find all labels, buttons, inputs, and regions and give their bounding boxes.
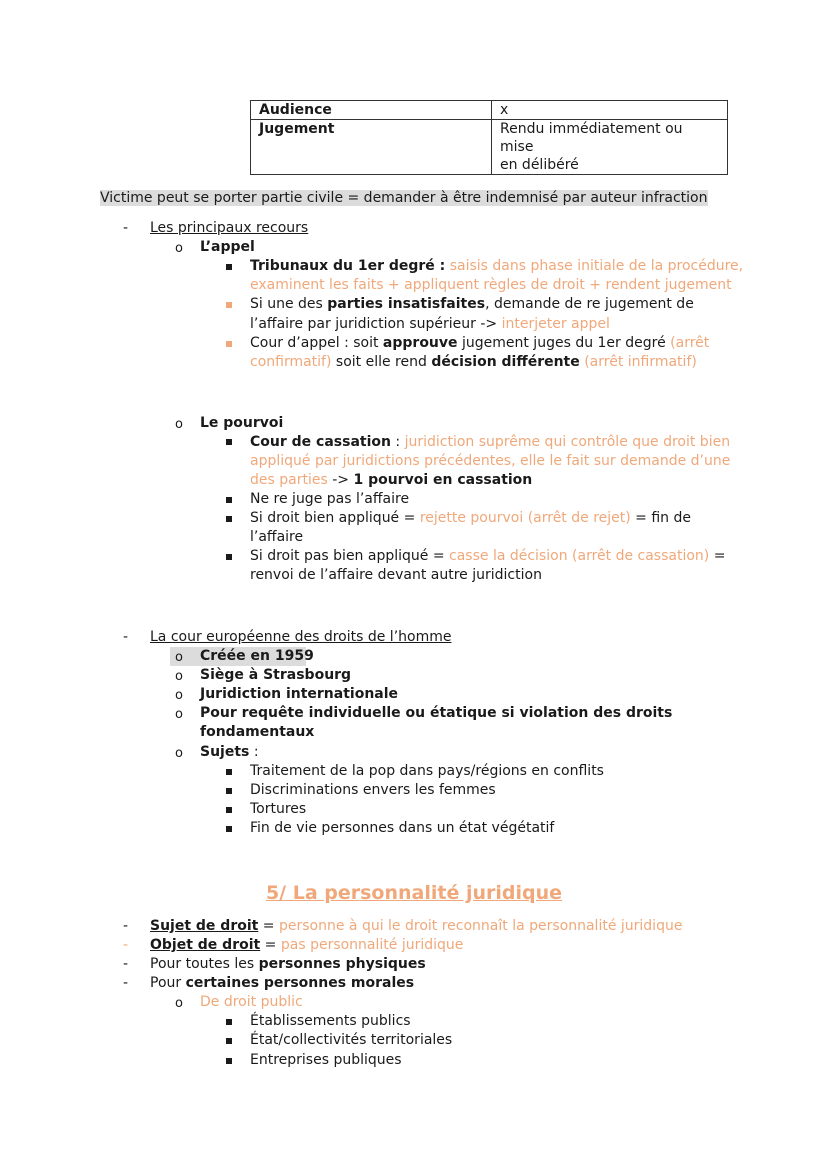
square-bullet (226, 516, 232, 522)
square-bullet (226, 497, 232, 503)
dash-bullet: - (123, 956, 129, 972)
hearing-table (250, 100, 728, 175)
recours-heading: Les principaux recours (150, 220, 309, 236)
pourvoi-item-4: Si droit pas bien appliqué = casse la décision (arrêt de cassation) = (250, 548, 726, 564)
victim-line: Victime peut se porter partie civile = demander à être indemnisé par auteur infraction (100, 190, 708, 206)
circle-bullet: o (175, 669, 183, 684)
pourvoi-item-1-cont: appliqué par juridictions précédentes, elle le fait sur demande d’une (250, 453, 731, 469)
square-bullet (226, 769, 232, 775)
appel-item-1-cont: examinent les faits + appliquent règles de droit + rendent jugement (250, 277, 732, 293)
square-bullet (226, 826, 232, 832)
cedh-item-1: Créée en 1959 (200, 648, 314, 664)
public-entity-item: Entreprises publiques (250, 1052, 402, 1068)
pourvoi-item-1: Cour de cassation : juridiction suprême qui contrôle que droit bien (250, 434, 731, 450)
table-cell-label: Jugement (251, 120, 492, 175)
square-bullet (226, 788, 232, 794)
square-bullet (226, 1038, 232, 1044)
appel-item-1: Tribunaux du 1er degré : saisis dans phase initiale de la procédure, (250, 258, 744, 274)
public-entity-item: Établissements publics (250, 1013, 411, 1029)
circle-bullet: o (175, 996, 183, 1011)
public-entity-item: État/collectivités territoriales (250, 1032, 453, 1048)
personnes-morales-line: Pour certaines personnes morales (150, 975, 415, 991)
sujet-item: Fin de vie personnes dans un état végétatif (250, 820, 555, 836)
cedh-item-4: Pour requête individuelle ou étatique si violation des droits (200, 705, 673, 721)
objet-de-droit-line: Objet de droit = pas personnalité juridique (150, 937, 464, 953)
dash-bullet: - (123, 918, 129, 934)
dash-bullet: - (123, 220, 129, 236)
circle-bullet: o (175, 746, 183, 761)
section-title: 5/ La personnalité juridique (265, 882, 563, 904)
square-bullet (226, 341, 232, 347)
appel-title: L’appel (200, 239, 255, 255)
appel-item-3-cont: confirmatif) soit elle rend décision différente (arrêt infirmatif) (250, 354, 697, 370)
pourvoi-title: Le pourvoi (200, 415, 284, 431)
dash-bullet: - (123, 629, 129, 645)
dash-bullet: - (123, 937, 129, 953)
pourvoi-item-3: Si droit bien appliqué = rejette pourvoi (arrêt de rejet) = fin de (250, 510, 691, 526)
sujet-de-droit-line: Sujet de droit = personne à qui le droit reconnaît la personnalité juridique (150, 918, 683, 934)
sujet-item: Tortures (250, 801, 307, 817)
appel-item-2: Si une des parties insatisfaites, demande de re jugement de (250, 296, 694, 312)
droit-public-label: De droit public (200, 994, 303, 1010)
square-bullet (226, 302, 232, 308)
sujet-item: Discriminations envers les femmes (250, 782, 496, 798)
circle-bullet: o (175, 688, 183, 703)
table-cell-value: x (492, 101, 728, 120)
square-bullet (226, 1019, 232, 1025)
dash-bullet: - (123, 975, 129, 991)
circle-bullet: o (175, 650, 183, 665)
square-bullet (226, 439, 232, 445)
square-bullet (226, 554, 232, 560)
personnes-physiques-line: Pour toutes les personnes physiques (150, 956, 426, 972)
sujet-item: Traitement de la pop dans pays/régions en conflits (250, 763, 604, 779)
square-bullet (226, 807, 232, 813)
table-cell-value: Rendu immédiatement ou mise en délibéré (492, 120, 728, 175)
square-bullet (226, 264, 232, 270)
circle-bullet: o (175, 707, 183, 722)
pourvoi-item-4-cont: renvoi de l’affaire devant autre juridiction (250, 567, 542, 583)
table-row (251, 101, 728, 120)
appel-item-3: Cour d’appel : soit approuve jugement juges du 1er degré (arrêt (250, 335, 710, 351)
square-bullet (226, 1058, 232, 1064)
appel-item-2-cont: l’affaire par juridiction supérieur -> interjeter appel (250, 316, 610, 332)
table-row (251, 120, 728, 175)
pourvoi-item-2: Ne re juge pas l’affaire (250, 491, 410, 507)
cedh-item-3: Juridiction internationale (200, 686, 399, 702)
pourvoi-item-3-cont: l’affaire (250, 529, 304, 545)
circle-bullet: o (175, 417, 183, 432)
pourvoi-item-1-cont2: des parties -> 1 pourvoi en cassation (250, 472, 533, 488)
cedh-heading: La cour européenne des droits de l’homme (150, 629, 452, 645)
cedh-item-5: Sujets : (200, 744, 259, 760)
table-cell-label: Audience (251, 101, 492, 120)
cedh-item-2: Siège à Strasbourg (200, 667, 352, 683)
circle-bullet: o (175, 241, 183, 256)
cedh-item-4-cont: fondamentaux (200, 724, 315, 740)
